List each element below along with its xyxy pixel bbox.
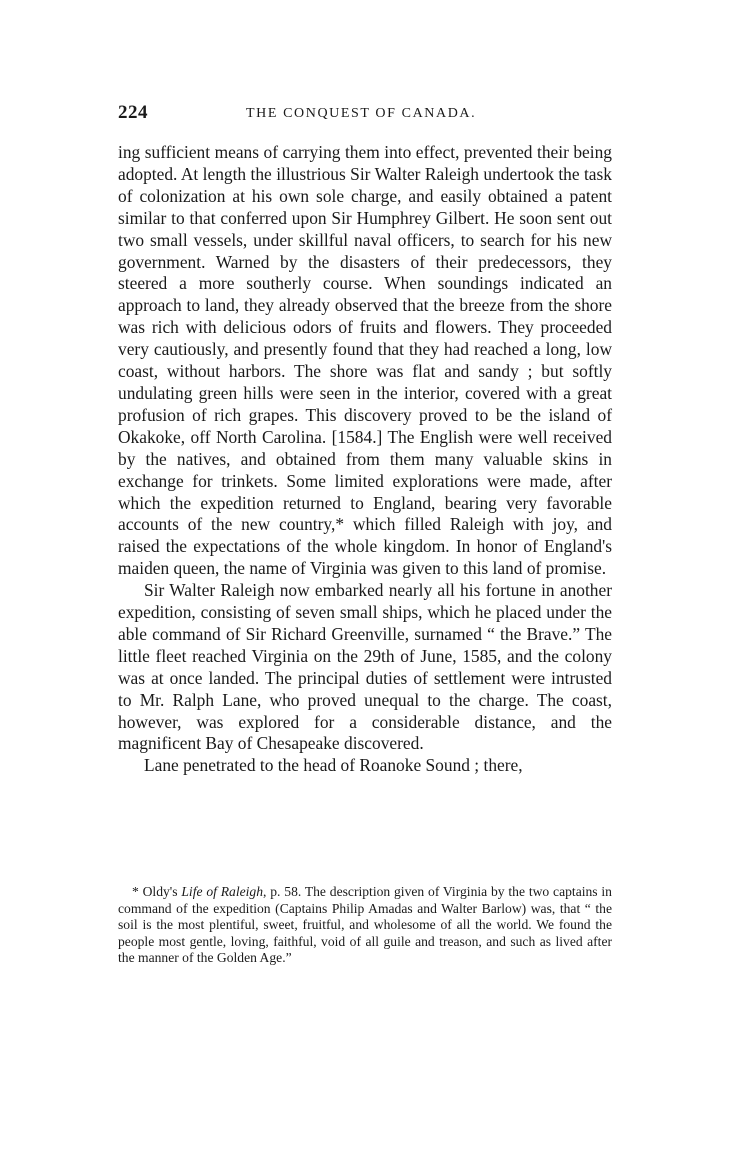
footnote: [118, 884, 612, 967]
running-title: THE CONQUEST OF CANADA.: [246, 106, 477, 121]
body-text: [118, 142, 612, 777]
footnote-cited-title: Life of Raleigh: [181, 884, 264, 899]
paragraph: Sir Walter Raleigh now embarked nearly all his fortune in another expedition, consisting of seven small ships, which he placed under the able command of Sir Richard Greenville, surnamed “ the Brave.” The little fleet reached Virginia on the 29th of June, 1585, and the colony was at once landed. The principal duties of settlement were intrusted to Mr. Ralph Lane, who proved unequal to the charge. The coast, however, was explored for a considerable distance, and the magnificent Bay of Chesapeake discovered.: [118, 580, 612, 754]
footnote-text: [118, 884, 612, 967]
footnote-body: , p. 58. The description given of Virginia by the two captains in command of the expedition (Captains Philip Amadas and Walter Barlow) was, that “ the soil is the most plentiful, sweet, fruitful, and wholesome of all the world. We found the people most gentle, loving, faithful, void of all guile and treason, and such as lived after the manner of the Golden Age.”: [118, 884, 612, 966]
page-number: 224: [118, 102, 148, 123]
footnote-marker: * Oldy's: [132, 884, 182, 899]
page-header: [118, 102, 614, 130]
paragraph: ing sufficient means of carrying them into effect, prevented their being adopted. At length the illustrious Sir Walter Raleigh undertook the task of colonization at his own sole charge, and easily obtained a patent similar to that conferred upon Sir Humphrey Gilbert. He soon sent out two small vessels, under skillful naval officers, to search for his new government. Warned by the disasters of their predecessors, they steered a more southerly course. When soundings indicated an approach to land, they already observed that the breeze from the shore was rich with delicious odors of fruits and flowers. They proceeded very cautiously, and presently found that they had reached a long, low coast, without harbors. The shore was flat and sandy ; but softly undulating green hills were seen in the interior, covered with a great profusion of rich grapes. This discovery proved to be the island of Okakoke, off North Carolina. [1584.] The English were well received by the natives, and obtained from them many valuable skins in exchange for trinkets. Some limited explorations were made, after which the expedition returned to England, bearing very favorable accounts of the new country,* which filled Raleigh with joy, and raised the expectations of the whole kingdom. In honor of England's maiden queen, the name of Virginia was given to this land of promise.: [118, 142, 612, 579]
paragraph: Lane penetrated to the head of Roanoke Sound ; there,: [144, 755, 523, 776]
